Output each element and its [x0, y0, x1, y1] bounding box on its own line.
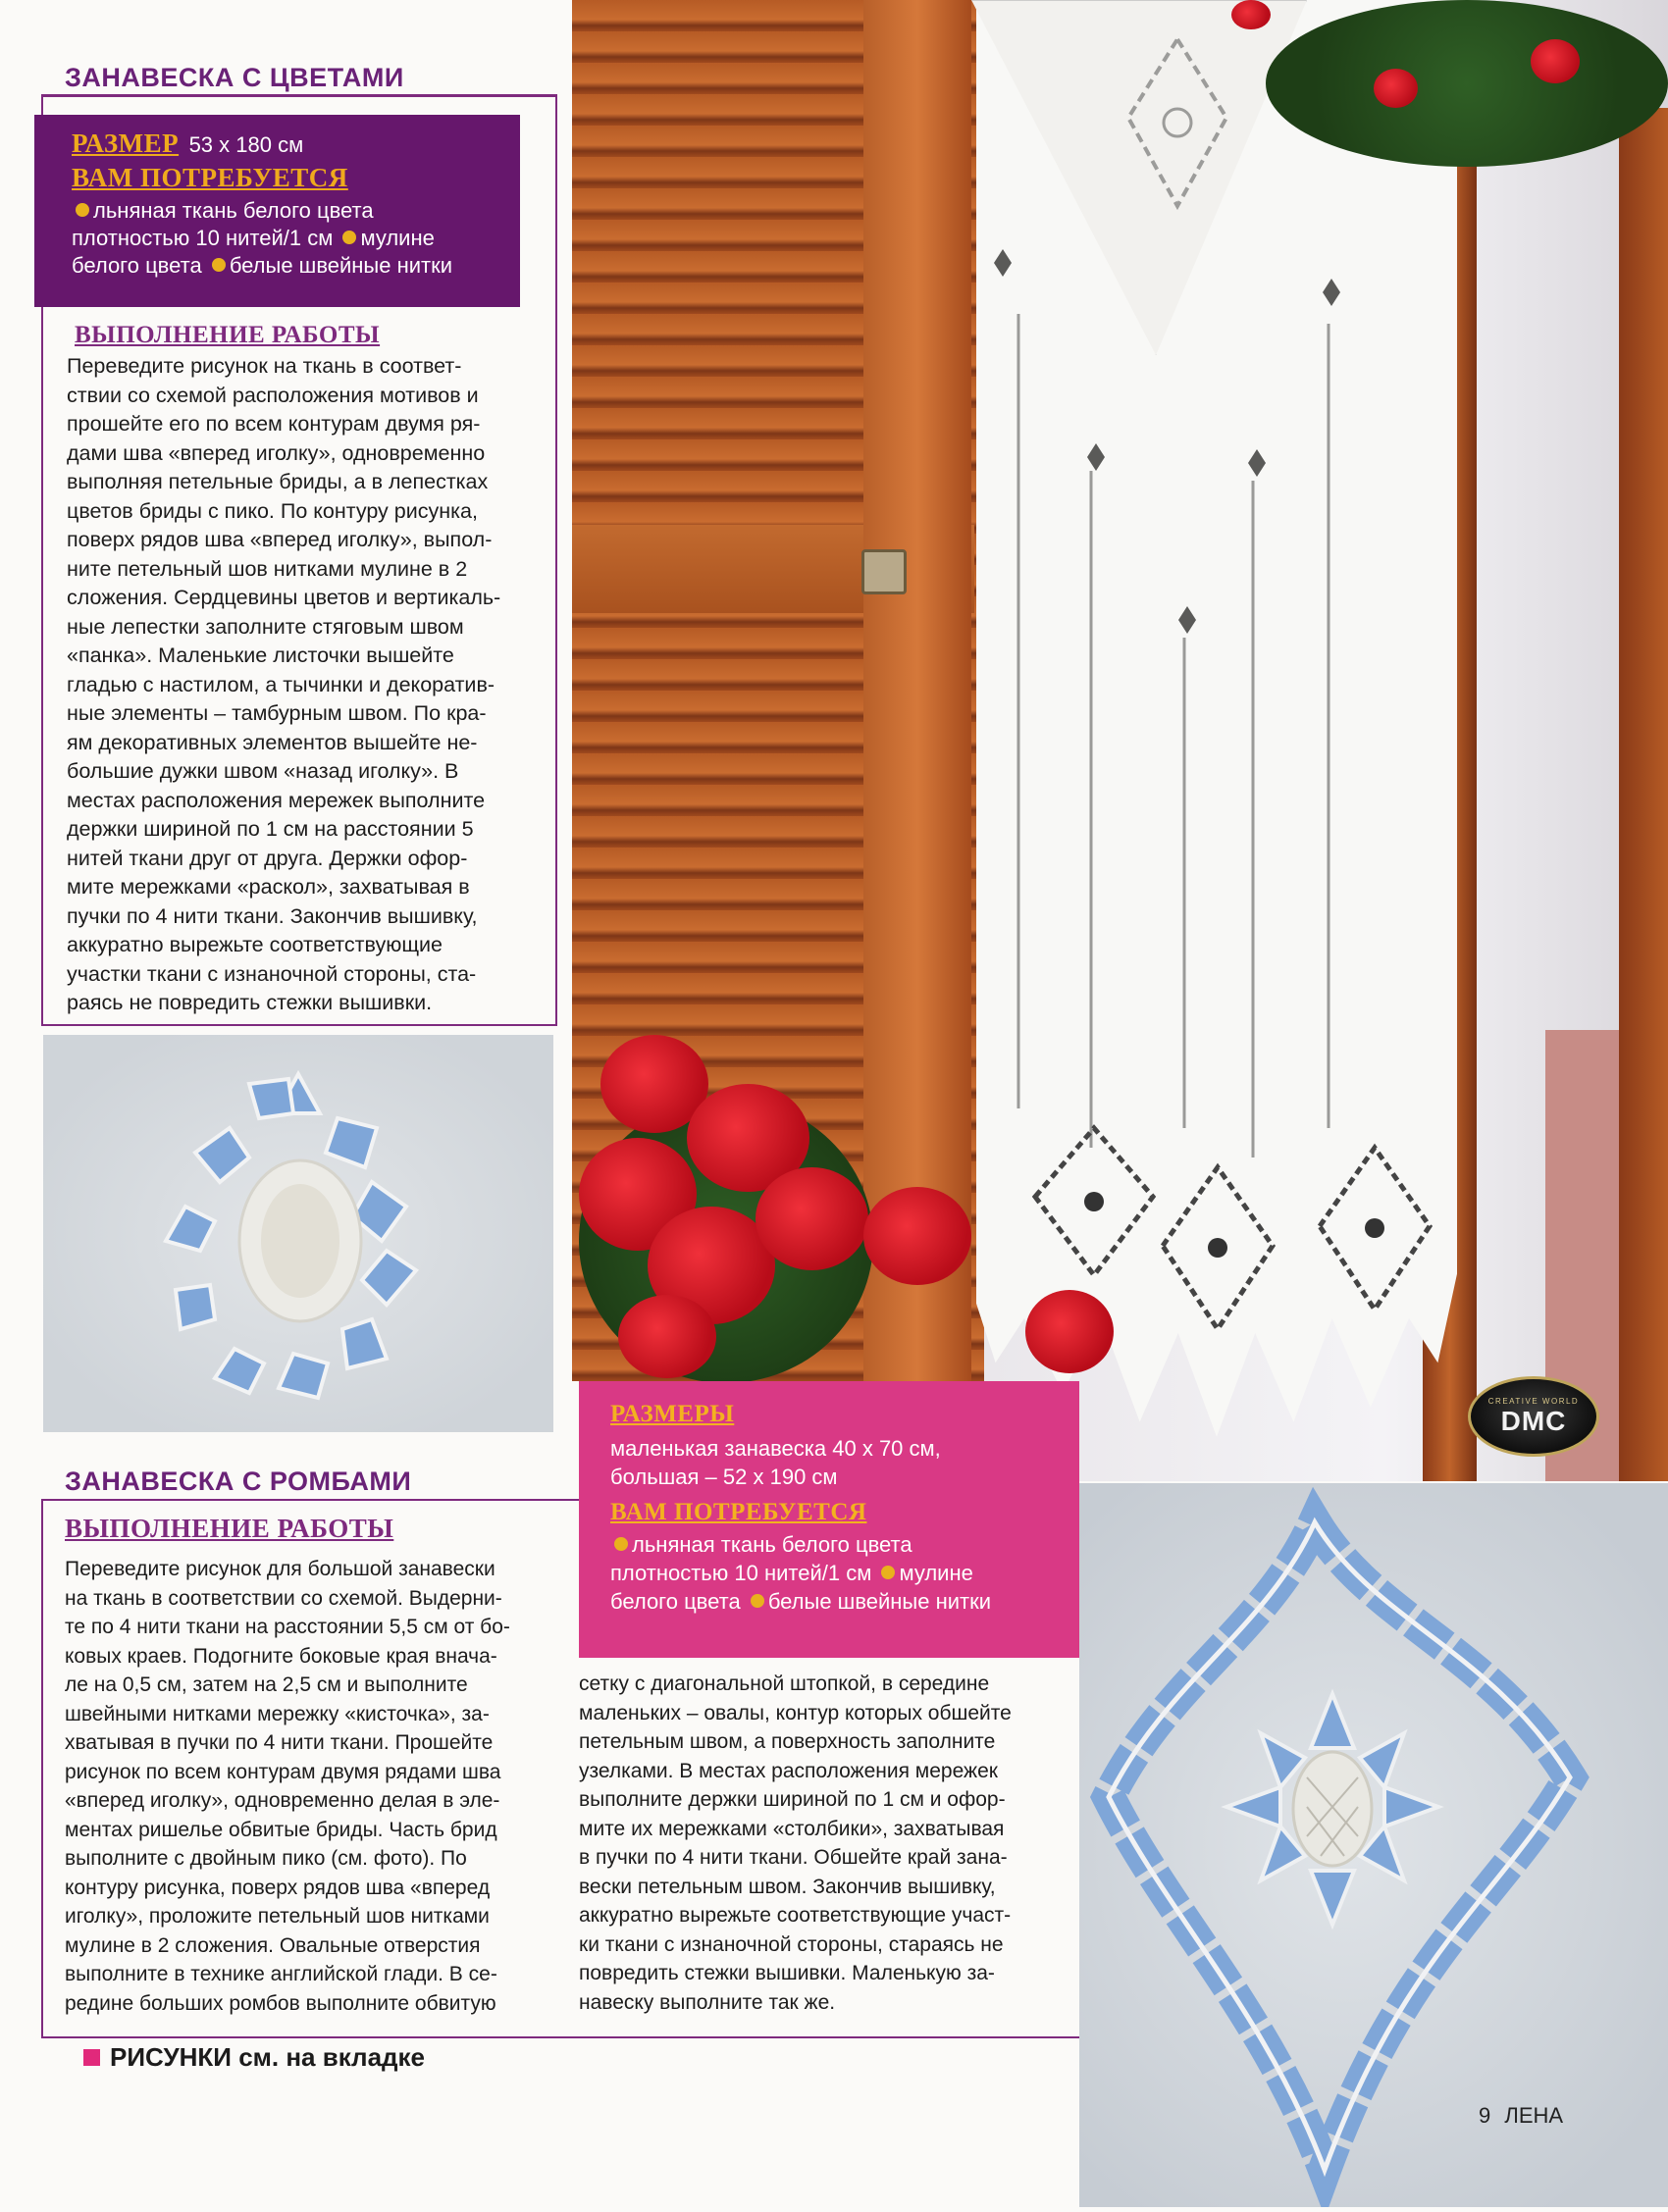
text-line: «панка». Маленькие листочки вышейте [67, 643, 454, 667]
text-line: швейными нитками мережку «кисточка», за- [65, 1702, 490, 1725]
text-line: ле на 0,5 см, затем на 2,5 см и выполните [65, 1673, 468, 1696]
text-line: навеску выполните так же. [579, 1990, 836, 2014]
size-value: 53 х 180 см [188, 132, 304, 157]
bullet-dot-icon [212, 258, 226, 272]
photo-geranium [1231, 0, 1271, 29]
needed-item: мулине [899, 1561, 973, 1585]
photo-shutter-frame [863, 0, 971, 1381]
text-line: маленьких – овалы, контур которых обшейте [579, 1701, 1012, 1724]
text-line: выполните с двойным пико (см. фото). По [65, 1847, 467, 1870]
section-title-rhombus: ЗАНАВЕСКА С РОМБАМИ [65, 1466, 412, 1496]
text-line: большие дужки швом «назад иголку». В [67, 759, 459, 783]
photo-geranium [756, 1167, 868, 1270]
text-line: дами шва «вперед иголку», одновременно [67, 440, 486, 465]
text-line: гладью с настилом, а тычинки и декоратив- [67, 672, 495, 696]
needed-label: ВАМ ПОТРЕБУЕТСЯ [72, 163, 348, 192]
magazine-name: ЛЕНА [1504, 2103, 1564, 2128]
dmc-logo-text: DMC [1500, 1405, 1567, 1436]
instructions-top [67, 352, 534, 1018]
text-line: мите их мережками «столбики», захватывая [579, 1817, 1005, 1840]
size-label: РАЗМЕР [72, 129, 180, 158]
bullet-dot-icon [342, 231, 356, 244]
text-line: ные элементы – тамбурным швом. По кра- [67, 701, 487, 725]
text-line: Переведите рисунок для большой занавески [65, 1558, 495, 1580]
text-line: поверх рядов шва «вперед иголку», выпол- [67, 528, 493, 551]
instructions-bottom-col1 [65, 1555, 541, 2018]
text-line: те по 4 нити ткани на расстоянии 5,5 см от бо- [65, 1616, 510, 1638]
page-number-value: 9 [1479, 2103, 1491, 2128]
text-line: ные лепестки заполните стяговым швом [67, 614, 464, 639]
text-line: цветов бриды с пико. По контуру рисунка, [67, 498, 478, 523]
needed-item: мулине [360, 226, 435, 250]
text-line: повредить стежки вышивки. Маленькую за- [579, 1962, 995, 1984]
work-label-top: ВЫПОЛНЕНИЕ РАБОТЫ [75, 322, 381, 348]
dmc-logo-arc-text: CREATIVE WORLD [1487, 1396, 1580, 1406]
photo-door-post-right [1619, 108, 1668, 1481]
text-line: Переведите рисунок на ткань в соответ- [67, 354, 462, 378]
text-line: пучки по 4 нити ткани. Закончив вышивку, [67, 903, 478, 928]
needed-item: белого цвета [72, 253, 202, 278]
text-line: мулине в 2 сложения. Овальные отверстия [65, 1933, 481, 1957]
text-line: мите мережками «раскол», захватывая в [67, 875, 470, 899]
square-bullet-icon [83, 2049, 100, 2066]
valance-motif [1109, 29, 1246, 226]
drawings-note [83, 2042, 425, 2073]
drawings-note-bold: РИСУНКИ [110, 2042, 232, 2072]
sizes-line: большая – 52 х 190 см [610, 1465, 838, 1489]
text-line: участки ткани с изнаночной стороны, ста- [67, 961, 477, 986]
text-line: аккуратно вырежьте соответствующие участ- [579, 1904, 1012, 1927]
text-line: нитей ткани друг от друга. Держки офор- [67, 846, 468, 870]
text-line: редине больших ромбов выполните обвитую [65, 1991, 496, 2015]
work-label-bottom: ВЫПОЛНЕНИЕ РАБОТЫ [65, 1514, 394, 1543]
divider [43, 1499, 579, 1501]
text-line: иголку», проложите петельный шов нитками [65, 1905, 490, 1928]
text-line: в пучки по 4 нити ткани. Обшейте край зана- [579, 1846, 1008, 1869]
section-title-flowers: ЗАНАВЕСКА С ЦВЕТАМИ [65, 63, 404, 92]
needed-label-bottom: ВАМ ПОТРЕБУЕТСЯ [610, 1499, 867, 1525]
needed-item: плотностью 10 нитей/1 см [610, 1561, 872, 1585]
sizes-line: маленькая занавеска 40 х 70 см, [610, 1436, 941, 1461]
needed-item: льняная ткань белого цвета [632, 1532, 912, 1557]
text-line: ствии со схемой расположения мотивов и [67, 383, 479, 407]
text-line: ковых краев. Подогните боковые края внача- [65, 1644, 497, 1668]
bullet-dot-icon [76, 203, 89, 217]
photo-geranium [618, 1295, 716, 1378]
text-line: узелками. В местах расположения мережек [579, 1759, 998, 1782]
photo-geranium [1025, 1290, 1114, 1373]
needed-item: льняная ткань белого цвета [93, 198, 374, 223]
sizes-label: РАЗМЕРЫ [610, 1401, 735, 1427]
text-line: аккуратно вырежьте соответствующие [67, 933, 443, 956]
text-line: вески петельным швом. Закончив вышивку, [579, 1875, 996, 1898]
photo-geranium [863, 1187, 971, 1285]
materials-box-top [34, 115, 520, 307]
photo-detail-rhombus-motif [1079, 1483, 1668, 2207]
instructions-bottom-col2 [579, 1670, 1063, 2017]
text-line: «вперед иголку», одновременно делая в эле- [65, 1789, 500, 1812]
text-line: прошейте его по всем контурам двумя ря- [67, 412, 481, 436]
text-line: рисунок по всем контурам двумя рядами шва [65, 1760, 501, 1783]
needed-item: плотностью 10 нитей/1 см [72, 226, 334, 250]
text-line: петельным швом, а поверхность заполните [579, 1730, 996, 1753]
cutwork-flower-motif [43, 1035, 553, 1432]
photo-detail-flower-motif [43, 1035, 553, 1432]
text-line: ните петельный шов нитками мулине в 2 [67, 556, 468, 581]
text-line: сетку с диагональной штопкой, в середине [579, 1672, 990, 1695]
text-line: ям декоративных элементов вышейте не- [67, 730, 478, 754]
text-line: ментах ришелье обвитые бриды. Часть брид [65, 1818, 497, 1841]
text-line: раясь не повредить стежки вышивки. [67, 991, 433, 1014]
needed-item: белые швейные нитки [767, 1589, 992, 1614]
photo-shutter-lock [861, 549, 907, 594]
text-line: выполните держки шириной по 1 см и офор- [579, 1788, 1006, 1811]
photo-geranium [1531, 39, 1580, 83]
text-line: контуру рисунка, поверх рядов шва «вперед [65, 1876, 491, 1899]
text-line: местах расположения мережек выполните [67, 788, 486, 812]
drawings-note-rest: см. на вкладке [231, 2042, 426, 2072]
cutwork-rhombus-motif [1079, 1483, 1668, 2207]
text-line: ки ткани с изнаночной стороны, стараясь не [579, 1932, 1004, 1956]
text-line: держки шириной по 1 см на расстоянии 5 [67, 817, 474, 841]
text-line: хватывая в пучки по 4 нити ткани. Прошейте [65, 1731, 494, 1754]
text-line: сложения. Сердцевины цветов и вертикаль- [67, 586, 501, 609]
photo-geranium [1374, 69, 1418, 108]
text-line: выполняя петельные бриды, а в лепестках [67, 470, 489, 493]
page-number [1479, 2103, 1563, 2129]
photo-leaves-top [1266, 0, 1668, 167]
text-line: на ткань в соответствии со схемой. Выдерни- [65, 1586, 502, 1610]
text-line: выполните в технике английской глади. В се- [65, 1963, 497, 1985]
needed-item: белого цвета [610, 1589, 741, 1614]
dmc-logo [1468, 1376, 1599, 1457]
needed-item: белые швейные нитки [229, 253, 453, 278]
